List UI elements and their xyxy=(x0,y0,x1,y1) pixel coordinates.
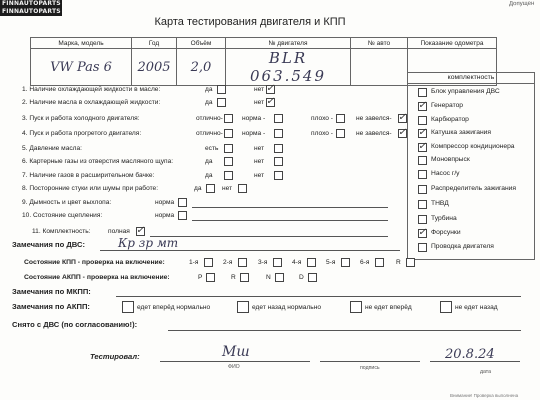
checkbox-excellent[interactable] xyxy=(224,114,233,123)
tester-signature: Мш xyxy=(222,344,250,360)
mode-label: D xyxy=(299,274,304,281)
col-year: Год xyxy=(132,38,177,49)
check-row-2 xyxy=(22,99,160,106)
value-engine-no[interactable]: BLR 063.549 xyxy=(226,49,351,86)
watermark-logo xyxy=(0,0,62,16)
row-label: Пуск и работа холодного двигателя: xyxy=(29,115,140,122)
row-number: 6. xyxy=(22,158,28,165)
bottom-note: Внимание! Проверка выполнена xyxy=(450,393,519,398)
value-car-no[interactable] xyxy=(351,49,408,86)
mode-checkbox[interactable] xyxy=(240,273,249,282)
option-label: нет xyxy=(254,99,265,106)
gear-checkbox[interactable] xyxy=(273,258,282,267)
kit-item: Проводка двигателя xyxy=(431,243,494,250)
write-in-line[interactable] xyxy=(192,207,388,208)
tested-by-label: Тестировал: xyxy=(90,352,140,361)
check-row-9 xyxy=(22,199,111,206)
option-label: норма xyxy=(155,199,175,206)
kit-item: ТНВД xyxy=(431,200,449,207)
kit-item: Распределитель зажигания xyxy=(431,185,517,192)
checkbox-bad[interactable] xyxy=(336,129,345,138)
row-number: 7. xyxy=(22,172,28,179)
watermark-line-1: FINNAUTOPARTS xyxy=(2,0,61,7)
mode-checkbox[interactable] xyxy=(275,273,284,282)
checkbox-yes[interactable] xyxy=(217,85,226,94)
akpp-option-checkbox[interactable] xyxy=(350,301,362,313)
row-number: 8. xyxy=(22,185,28,192)
check-row-1 xyxy=(22,86,160,93)
write-in-line[interactable] xyxy=(116,296,521,297)
option-label: да xyxy=(205,158,213,165)
date-caption: дата xyxy=(480,369,492,375)
checkbox-yes[interactable] xyxy=(206,184,215,193)
option-label: нет xyxy=(254,86,265,93)
page-title: Карта тестирования двигателя и КПП xyxy=(154,16,346,28)
kpp-check-label: Состояние КПП - проверка на включение: xyxy=(24,259,165,266)
row-number: 1. xyxy=(22,86,28,93)
kit-checkbox[interactable] xyxy=(418,243,427,252)
option-label: норма - xyxy=(242,115,266,122)
write-in-line[interactable] xyxy=(168,330,521,331)
dvs-remarks-value[interactable]: Кр зр мт xyxy=(118,236,179,250)
kit-item: Насос г/у xyxy=(431,170,460,177)
checkbox-yes[interactable] xyxy=(217,98,226,107)
kit-item: Компрессор кондиционера xyxy=(431,143,515,150)
kit-item: Моновпрыск xyxy=(431,156,470,163)
checkbox-normal[interactable] xyxy=(274,129,283,138)
option-label: нет xyxy=(254,158,265,165)
watermark-line-2: FINNAUTOPARTS xyxy=(2,8,61,15)
checkbox-no[interactable] xyxy=(274,144,283,153)
col-make: Марка, модель xyxy=(31,38,132,49)
kit-item: Турбина xyxy=(431,215,457,222)
col-engine-no: № двигателя xyxy=(226,38,351,49)
check-mark-icon: ✓ xyxy=(398,112,407,123)
option-label: норма xyxy=(155,212,175,219)
row-label: Картерные газы из отверстия масляного щупа: xyxy=(29,158,174,165)
write-in-line xyxy=(100,250,400,251)
row-number: 11. xyxy=(32,228,41,235)
check-row-5 xyxy=(22,145,82,152)
row-label: Наличие масла в охлаждающей жидкости: xyxy=(29,99,161,106)
value-volume[interactable]: 2,0 xyxy=(177,49,226,86)
gear-checkbox[interactable] xyxy=(307,258,316,267)
value-year[interactable]: 2005 xyxy=(132,49,177,86)
kit-checkbox[interactable] xyxy=(418,185,427,194)
mode-checkbox[interactable] xyxy=(206,273,215,282)
mode-label: N xyxy=(266,274,271,281)
gear-label: 6-я xyxy=(360,259,370,266)
value-make[interactable]: VW Pas 6 xyxy=(31,49,132,86)
checkbox-normal[interactable] xyxy=(178,198,187,207)
check-row-11 xyxy=(32,228,91,235)
mkpp-remarks-label: Замечания по МКПП: xyxy=(12,287,91,296)
option-label: отлично- xyxy=(196,130,223,137)
mode-label: P xyxy=(198,274,203,281)
check-row-7 xyxy=(22,172,154,179)
option-label: не завелся- xyxy=(356,130,392,137)
kit-checkbox[interactable] xyxy=(418,116,427,125)
gear-checkbox[interactable] xyxy=(375,258,384,267)
check-mark-icon: ✓ xyxy=(266,83,275,94)
col-car-no: № авто xyxy=(351,38,408,49)
kit-item: Карбюратор xyxy=(431,116,469,123)
date-value[interactable]: 20.8.24 xyxy=(445,347,495,362)
option-label: полная xyxy=(108,228,130,235)
option-label: отлично- xyxy=(196,115,223,122)
col-odometer: Показание одометра xyxy=(408,38,497,49)
check-mark-icon: ✓ xyxy=(418,100,427,111)
write-in-line[interactable] xyxy=(192,220,388,221)
option-label: не завелся- xyxy=(356,115,392,122)
kit-checkbox[interactable] xyxy=(418,200,427,209)
checkbox-no[interactable] xyxy=(274,157,283,166)
check-mark-icon: ✓ xyxy=(136,225,145,236)
gear-checkbox[interactable] xyxy=(341,258,350,267)
kit-item: Блок управления ДВС xyxy=(431,88,500,95)
option-label: да xyxy=(194,185,202,192)
gear-checkbox[interactable] xyxy=(406,258,415,267)
check-row-6 xyxy=(22,158,173,165)
row-label: Состояние сцепления: xyxy=(33,212,103,219)
row-label: Пуск и работа прогретого двигателя: xyxy=(29,130,142,137)
kit-checkbox[interactable] xyxy=(418,215,427,224)
checkbox-no[interactable] xyxy=(274,171,283,180)
row-label: Наличие охлаждающей жидкости в масле: xyxy=(29,86,161,93)
row-number: 10. xyxy=(22,212,32,219)
mode-label: R xyxy=(231,274,236,281)
kit-checkbox[interactable] xyxy=(418,170,427,179)
kit-item: Форсунки xyxy=(431,229,461,236)
checkbox-yes[interactable] xyxy=(224,171,233,180)
check-mark-icon: ✓ xyxy=(418,127,427,138)
option-label: да xyxy=(205,99,213,106)
fio-line[interactable] xyxy=(160,361,310,362)
check-mark-icon: ✓ xyxy=(398,127,407,138)
row-number: 5. xyxy=(22,145,28,152)
checkbox-bad[interactable] xyxy=(336,114,345,123)
signature-line[interactable] xyxy=(320,361,420,362)
option-label: есть xyxy=(205,145,219,152)
write-in-line[interactable] xyxy=(150,236,388,237)
fio-caption: ФИО xyxy=(228,364,240,370)
option-label: норма - xyxy=(242,130,266,137)
removed-parts-label: Снято с ДВС (по согласованию!): xyxy=(12,320,138,329)
option-label: да xyxy=(205,86,213,93)
checkbox-normal[interactable] xyxy=(274,114,283,123)
kit-checkbox[interactable] xyxy=(418,88,427,97)
gear-label: 4-я xyxy=(292,259,302,266)
akpp-option-label: едет вперёд нормально xyxy=(137,304,211,311)
akpp-remarks-label: Замечания по АКПП: xyxy=(12,302,90,311)
akpp-option-label: едет назад нормально xyxy=(252,304,322,311)
check-row-4 xyxy=(22,130,141,137)
completeness-title: комплектность xyxy=(408,73,534,84)
row-number: 2. xyxy=(22,99,28,106)
signature-caption: подпись xyxy=(360,365,380,371)
col-volume: Объём xyxy=(177,38,226,49)
row-number: 4. xyxy=(22,130,28,137)
check-mark-icon: ✓ xyxy=(418,227,427,238)
gear-label: 1-я xyxy=(189,259,199,266)
option-label: нет xyxy=(254,145,265,152)
row-label: Наличие газов в расширительном бачке: xyxy=(29,172,155,179)
option-label: нет xyxy=(222,185,233,192)
corner-note: Допущен xyxy=(508,0,535,8)
gear-label: 2-я xyxy=(223,259,233,266)
checkbox-yes[interactable] xyxy=(224,157,233,166)
kit-checkbox[interactable] xyxy=(418,156,427,165)
kit-item: Генератор xyxy=(431,102,464,109)
check-mark-icon: ✓ xyxy=(266,96,275,107)
row-number: 3. xyxy=(22,115,28,122)
checkbox-no[interactable] xyxy=(238,184,247,193)
mode-checkbox[interactable] xyxy=(308,273,317,282)
row-number: 9. xyxy=(22,199,28,206)
akpp-option-checkbox[interactable] xyxy=(440,301,452,313)
check-row-8 xyxy=(22,185,158,192)
row-label: Дымность и цвет выхлопа: xyxy=(29,199,112,206)
check-row-10 xyxy=(22,212,102,219)
akpp-option-checkbox[interactable] xyxy=(122,301,134,313)
checkbox-excellent[interactable] xyxy=(224,129,233,138)
check-row-3 xyxy=(22,115,139,122)
row-label: Давление масла: xyxy=(29,145,83,152)
option-label: да xyxy=(205,172,213,179)
check-mark-icon: ✓ xyxy=(418,141,427,152)
akpp-option-label: не едет назад xyxy=(455,304,498,311)
kit-item: Катушка зажигания xyxy=(431,129,492,136)
dvs-remarks-label: Замечания по ДВС: xyxy=(12,240,86,249)
option-label: плохо - xyxy=(311,130,334,137)
gear-label: 5-я xyxy=(326,259,336,266)
akpp-option-checkbox[interactable] xyxy=(237,301,249,313)
gear-label: R xyxy=(396,259,401,266)
checkbox-yes[interactable] xyxy=(224,144,233,153)
gear-label: 3-я xyxy=(258,259,268,266)
option-label: нет xyxy=(254,172,265,179)
gear-checkbox[interactable] xyxy=(204,258,213,267)
gear-checkbox[interactable] xyxy=(238,258,247,267)
row-label: Посторонние стуки или шумы при работе: xyxy=(29,185,159,192)
akpp-option-label: не едет вперёд xyxy=(365,304,412,311)
option-label: плохо - xyxy=(311,115,334,122)
row-label: Комплектность: xyxy=(42,228,91,235)
checkbox-normal[interactable] xyxy=(178,211,187,220)
akpp-check-label: Состояние АКПП - проверка на включение: xyxy=(24,274,170,281)
